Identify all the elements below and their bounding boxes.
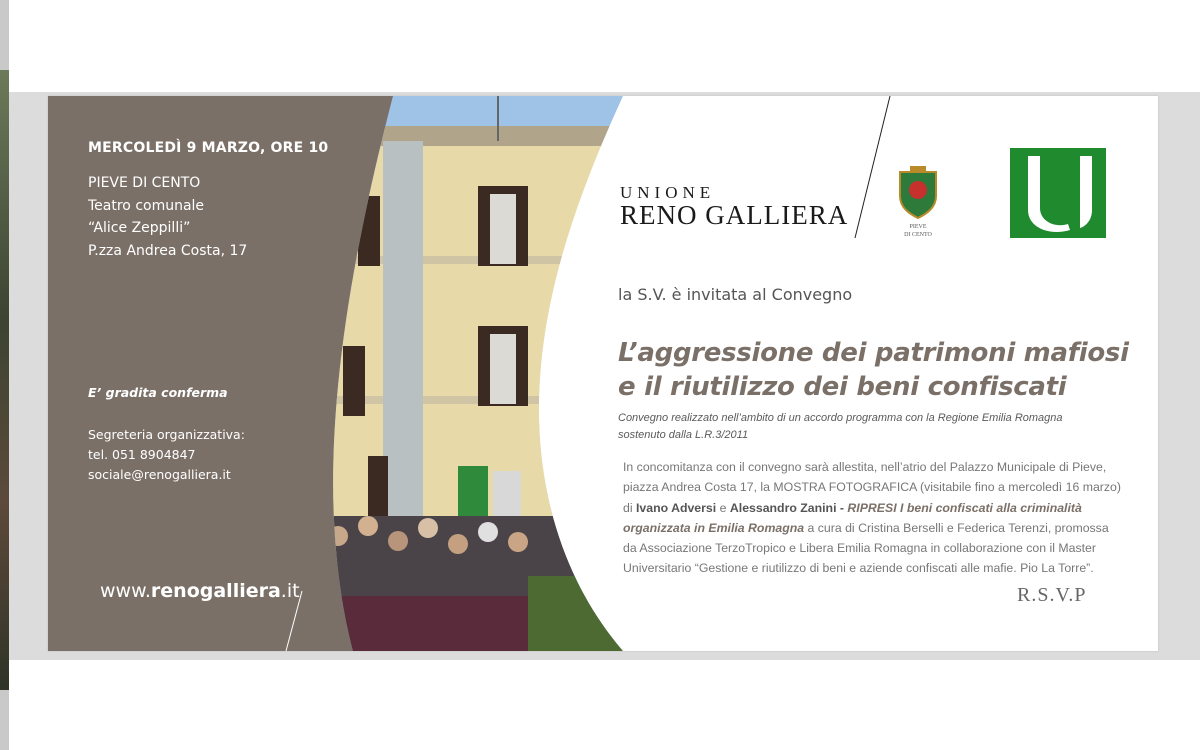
photographer-1: Ivano Adversi <box>636 500 717 515</box>
website-suffix: .it <box>280 580 300 602</box>
photographer-2: Alessandro Zanini - <box>729 500 848 515</box>
pieve-di-cento-crest-icon <box>892 166 944 238</box>
event-venue <box>88 172 247 262</box>
logo-line-reno-galliera: RENO GALLIERA <box>620 200 849 230</box>
website-prefix: www. <box>100 580 151 602</box>
subtitle-line-1: Convegno realizzato nell’ambito di un accordo programma con la Regione Emilia Romagna <box>618 412 1063 424</box>
rsvp-label: R.S.V.P <box>1017 584 1087 606</box>
venue-line: “Alice Zeppilli” <box>88 220 191 236</box>
invitation-card <box>48 96 1158 651</box>
u-logo-icon <box>1010 148 1106 238</box>
logo-line-unione: UNIONE <box>620 183 716 202</box>
unione-reno-galliera-logo <box>620 183 848 231</box>
background-image-strip <box>0 70 9 690</box>
conference-title <box>618 336 1129 404</box>
conference-subtitle <box>618 410 1138 444</box>
venue-line: PIEVE DI CENTO <box>88 175 201 191</box>
phone-number[interactable]: tel. 051 8904847 <box>88 447 196 462</box>
body-and: e <box>716 500 730 515</box>
secretariat-info <box>88 425 245 485</box>
event-date: MERCOLEDÌ 9 MARZO, ORE 10 <box>88 140 329 156</box>
venue-line: Teatro comunale <box>88 197 205 214</box>
email-link[interactable]: sociale@renogalliera.it <box>88 467 231 482</box>
title-line-2: e il riutilizzo dei beni confiscati <box>618 372 1067 402</box>
exhibition-title: RIPRESI I beni confiscati alla criminalità organizzata in Emilia Romagna <box>623 500 1082 535</box>
venue-line: P.zza Andrea Costa, 17 <box>88 242 248 259</box>
crest-caption-1: PIEVE <box>909 224 927 230</box>
body-intro: In concomitanza con il convegno sarà allestita, nell’atrio del Palazzo Municipale di Pieve, piazza Andrea Costa 17, la MOSTRA FOTOGRAFICA (visitabile fino a mercoledì 16 marzo) di <box>623 460 1121 515</box>
body-outro: a cura di Cristina Berselli e Federica Terenzi, promossa da Associazione TerzoTropico e Libera Emilia Romagna in collaborazione con il Master Universitario “Gestione e riutilizzo di beni e aziende confiscati alle mafie. Pio La Torre”. <box>623 520 1109 576</box>
subtitle-line-2: sostenuto dalla L.R.3/2011 <box>618 429 749 441</box>
confirmation-note: E’ gradita conferma <box>88 385 228 400</box>
invitation-intro: la S.V. è invitata al Convegno <box>618 285 853 304</box>
browser-top-area <box>0 0 1200 92</box>
secretariat-label: Segreteria organizzativa: <box>88 427 245 442</box>
website-domain: renogalliera <box>150 580 281 602</box>
crest-caption-2: DI CENTO <box>904 232 932 238</box>
exhibition-description <box>623 457 1123 579</box>
left-window-edge <box>0 0 9 750</box>
title-line-1: L’aggressione dei patrimoni mafiosi <box>618 338 1129 368</box>
website-link[interactable] <box>100 580 300 602</box>
